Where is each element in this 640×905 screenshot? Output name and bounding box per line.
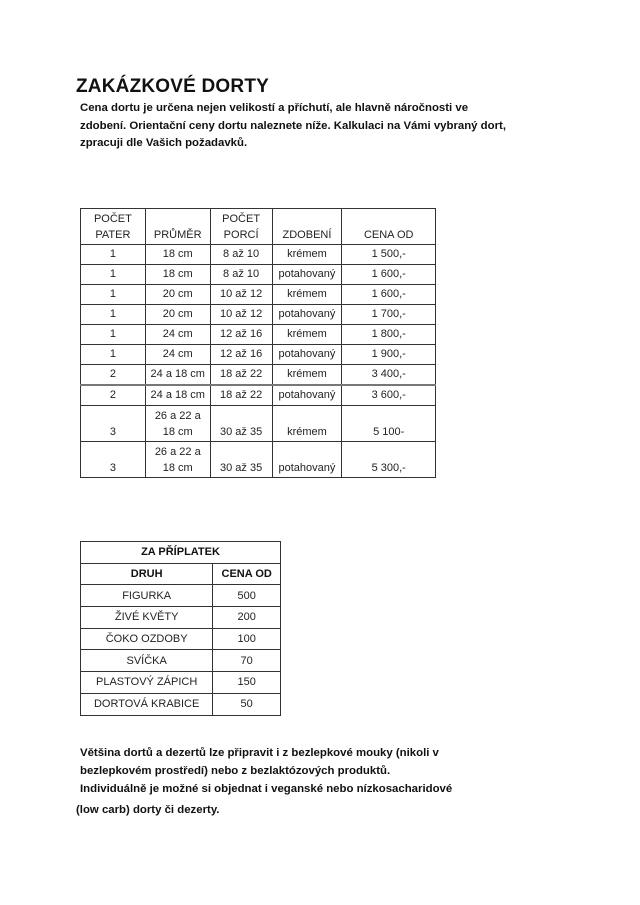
header-line: PORCÍ (223, 229, 259, 241)
table-row (81, 385, 436, 406)
table-row (81, 265, 436, 285)
price-table (80, 208, 436, 478)
cell-porci: 10 až 12 (210, 305, 272, 325)
cell-prumer: 18 cm (145, 245, 210, 265)
cell-cena: 50 (213, 693, 281, 715)
footer-line: Většina dortů a dezertů lze připravit i z bezlepkové mouky (nikoli v (80, 747, 439, 759)
table-row (81, 245, 436, 265)
cell-cena: 1 900,- (342, 345, 436, 365)
table-row (81, 305, 436, 325)
header-druh: DRUH (81, 563, 213, 585)
cell-pater: 1 (81, 265, 146, 285)
cell-prumer: 20 cm (145, 305, 210, 325)
cell-cena: 70 (213, 650, 281, 672)
cell-pater: 1 (81, 285, 146, 305)
table-row (81, 628, 281, 650)
header-pocet-porci (210, 209, 272, 245)
footer-line: (low carb) dorty či dezerty. (76, 804, 220, 816)
cell-zdobeni: potahovaný (272, 385, 342, 406)
table-row (81, 442, 436, 478)
intro-line: zdobení. Orientační ceny dortu naleznete níže. Kalkulaci na Vámi vybraný dort, (80, 119, 506, 132)
page-title: ZAKÁZKOVÉ DORTY (76, 76, 269, 97)
header-line: CENA OD (363, 229, 414, 241)
cell-cena: 1 600,- (342, 265, 436, 285)
cell-porci: 8 až 10 (210, 245, 272, 265)
table-row (81, 365, 436, 386)
cell-porci: 18 až 22 (210, 385, 272, 406)
header-cena-od (342, 209, 436, 245)
table-row (81, 406, 436, 442)
cell-prumer (145, 442, 210, 478)
cell-cena: 500 (213, 585, 281, 607)
cell-pater: 1 (81, 305, 146, 325)
header-pocet-pater (81, 209, 146, 245)
intro-paragraph (80, 100, 520, 153)
header-line: POČET (222, 213, 261, 225)
cell-zdobeni: potahovaný (272, 265, 342, 285)
cell-zdobeni: krémem (272, 406, 342, 442)
prumer-line: 18 cm (162, 426, 193, 438)
footer-line: Individuálně je možné si objednat i veganské nebo nízkosacharidové (80, 783, 453, 795)
cell-druh: SVÍČKA (81, 650, 213, 672)
header-line: PATER (95, 229, 131, 241)
cell-prumer: 20 cm (145, 285, 210, 305)
cell-prumer: 24 cm (145, 345, 210, 365)
cell-druh: FIGURKA (81, 585, 213, 607)
cell-cena: 3 400,- (342, 365, 436, 386)
surcharge-table (80, 541, 281, 716)
cell-pater: 1 (81, 245, 146, 265)
cell-prumer (145, 406, 210, 442)
cell-porci: 18 až 22 (210, 365, 272, 386)
cell-pater: 3 (81, 406, 146, 442)
cell-porci: 30 až 35 (210, 442, 272, 478)
cell-cena: 3 600,- (342, 385, 436, 406)
table-row (81, 285, 436, 305)
prumer-line: 26 a 22 a (154, 446, 201, 458)
table-row (81, 345, 436, 365)
cell-zdobeni: krémem (272, 365, 342, 386)
prumer-line: 26 a 22 a (154, 410, 201, 422)
cell-cena: 200 (213, 607, 281, 629)
header-line: POČET (93, 213, 132, 225)
surcharge-title-row (81, 542, 281, 564)
table-row (81, 607, 281, 629)
cell-zdobeni: potahovaný (272, 442, 342, 478)
table-header-row (81, 209, 436, 245)
header-zdobeni (272, 209, 342, 245)
intro-line: zpracuji dle Vašich požadavků. (80, 137, 248, 149)
cell-prumer: 18 cm (145, 265, 210, 285)
cell-druh: PLASTOVÝ ZÁPICH (81, 672, 213, 694)
table-row (81, 672, 281, 694)
cell-porci: 12 až 16 (210, 345, 272, 365)
cell-cena: 5 100- (342, 406, 436, 442)
table-row (81, 585, 281, 607)
cell-cena: 100 (213, 628, 281, 650)
footer-paragraph (76, 744, 510, 819)
cell-cena: 1 600,- (342, 285, 436, 305)
cell-prumer: 24 cm (145, 325, 210, 345)
prumer-line: 18 cm (162, 462, 193, 474)
cell-druh: ŽIVÉ KVĚTY (81, 607, 213, 629)
cell-pater: 3 (81, 442, 146, 478)
surcharge-header-row (81, 563, 281, 585)
table-row (81, 325, 436, 345)
intro-line: Cena dortu je určena nejen velikostí a příchutí, ale hlavně náročnosti ve (80, 102, 469, 114)
cell-porci: 10 až 12 (210, 285, 272, 305)
header-prumer (145, 209, 210, 245)
cell-pater: 1 (81, 325, 146, 345)
cell-pater: 2 (81, 365, 146, 386)
cell-pater: 1 (81, 345, 146, 365)
cell-porci: 30 až 35 (210, 406, 272, 442)
cell-druh: DORTOVÁ KRABICE (81, 693, 213, 715)
header-line: ZDOBENÍ (282, 229, 332, 241)
cell-prumer: 24 a 18 cm (145, 365, 210, 386)
cell-pater: 2 (81, 385, 146, 406)
surcharge-title: ZA PŘÍPLATEK (81, 542, 281, 564)
cell-cena: 1 500,- (342, 245, 436, 265)
header-line: PRŮMĚR (153, 229, 202, 241)
cell-cena: 1 800,- (342, 325, 436, 345)
cell-porci: 12 až 16 (210, 325, 272, 345)
footer-line: bezlepkovém prostředí) nebo z bezlaktózových produktů. (80, 765, 391, 777)
cell-zdobeni: potahovaný (272, 345, 342, 365)
cell-zdobeni: krémem (272, 245, 342, 265)
cell-zdobeni: krémem (272, 325, 342, 345)
cell-zdobeni: krémem (272, 285, 342, 305)
cell-zdobeni: potahovaný (272, 305, 342, 325)
cell-cena: 5 300,- (342, 442, 436, 478)
cell-porci: 8 až 10 (210, 265, 272, 285)
cell-druh: ČOKO OZDOBY (81, 628, 213, 650)
cell-prumer: 24 a 18 cm (145, 385, 210, 406)
table-row (81, 693, 281, 715)
cell-cena: 150 (213, 672, 281, 694)
cell-cena: 1 700,- (342, 305, 436, 325)
header-cena-od: CENA OD (213, 563, 281, 585)
table-row (81, 650, 281, 672)
